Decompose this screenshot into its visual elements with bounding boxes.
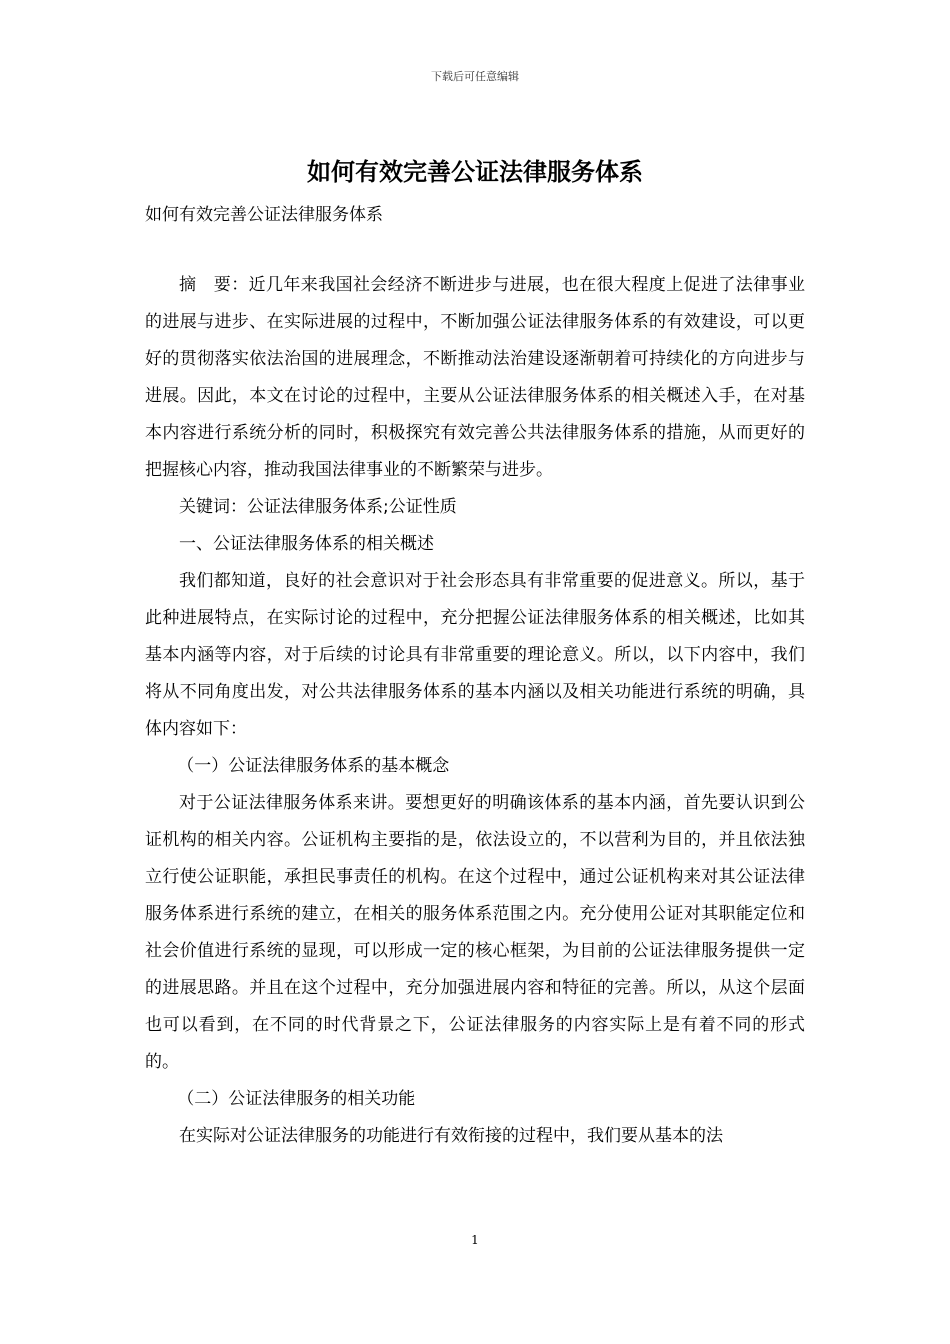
sub-heading-1: （一）公证法律服务体系的基本概念 bbox=[177, 756, 450, 776]
document-body bbox=[145, 267, 805, 1155]
section-heading-1: 一、公证法律服务体系的相关概述 bbox=[179, 534, 434, 554]
body-paragraph: 在实际对公证法律服务的功能进行有效衔接的过程中，我们要从基本的法 bbox=[179, 1126, 723, 1146]
document-title: 如何有效完善公证法律服务体系 bbox=[307, 158, 643, 186]
document-subtitle: 如何有效完善公证法律服务体系 bbox=[145, 205, 383, 225]
body-paragraph: 我们都知道，良好的社会意识对于社会形态具有非常重要的促进意义。所以，基于此种进展特点，在实际讨论的过程中，充分把握公证法律服务体系的相关概述，比如其基本内涵等内容，对于后续的讨论具有非常重要的理论意义。所以，以下内容中，我们将从不同角度出发，对公共法律服务体系的基本内涵以及相关功能进行系统的明确，具体内容如下： bbox=[145, 571, 805, 739]
keywords-paragraph: 关键词：公证法律服务体系;公证性质 bbox=[179, 497, 457, 517]
abstract-paragraph: 摘 要：近几年来我国社会经济不断进步与进展，也在很大程度上促进了法律事业的进展与进步、在实际进展的过程中，不断加强公证法律服务体系的有效建设，可以更好的贯彻落实依法治国的进展理念，不断推动法治建设逐渐朝着可持续化的方向进步与进展。因此，本文在讨论的过程中，主要从公证法律服务体系的相关概述入手，在对基本内容进行系统分析的同时，积极探究有效完善公共法律服务体系的措施，从而更好的把握核心内容，推动我国法律事业的不断繁荣与进步。 bbox=[145, 275, 805, 480]
sub-heading-2: （二）公证法律服务的相关功能 bbox=[177, 1089, 416, 1109]
body-paragraph: 对于公证法律服务体系来讲。要想更好的明确该体系的基本内涵，首先要认识到公证机构的相关内容。公证机构主要指的是，依法设立的，不以营利为目的，并且依法独立行使公证职能，承担民事责任的机构。在这个过程中，通过公证机构来对其公证法律服务体系进行系统的建立，在相关的服务体系范围之内。充分使用公证对其职能定位和社会价值进行系统的显现，可以形成一定的核心框架，为目前的公证法律服务提供一定的进展思路。并且在这个过程中，充分加强进展内容和特征的完善。所以，从这个层面也可以看到，在不同的时代背景之下，公证法律服务的内容实际上是有着不同的形式的。 bbox=[145, 793, 805, 1072]
header-note: 下载后可任意编辑 bbox=[431, 70, 519, 83]
page-number: 1 bbox=[471, 1233, 479, 1247]
